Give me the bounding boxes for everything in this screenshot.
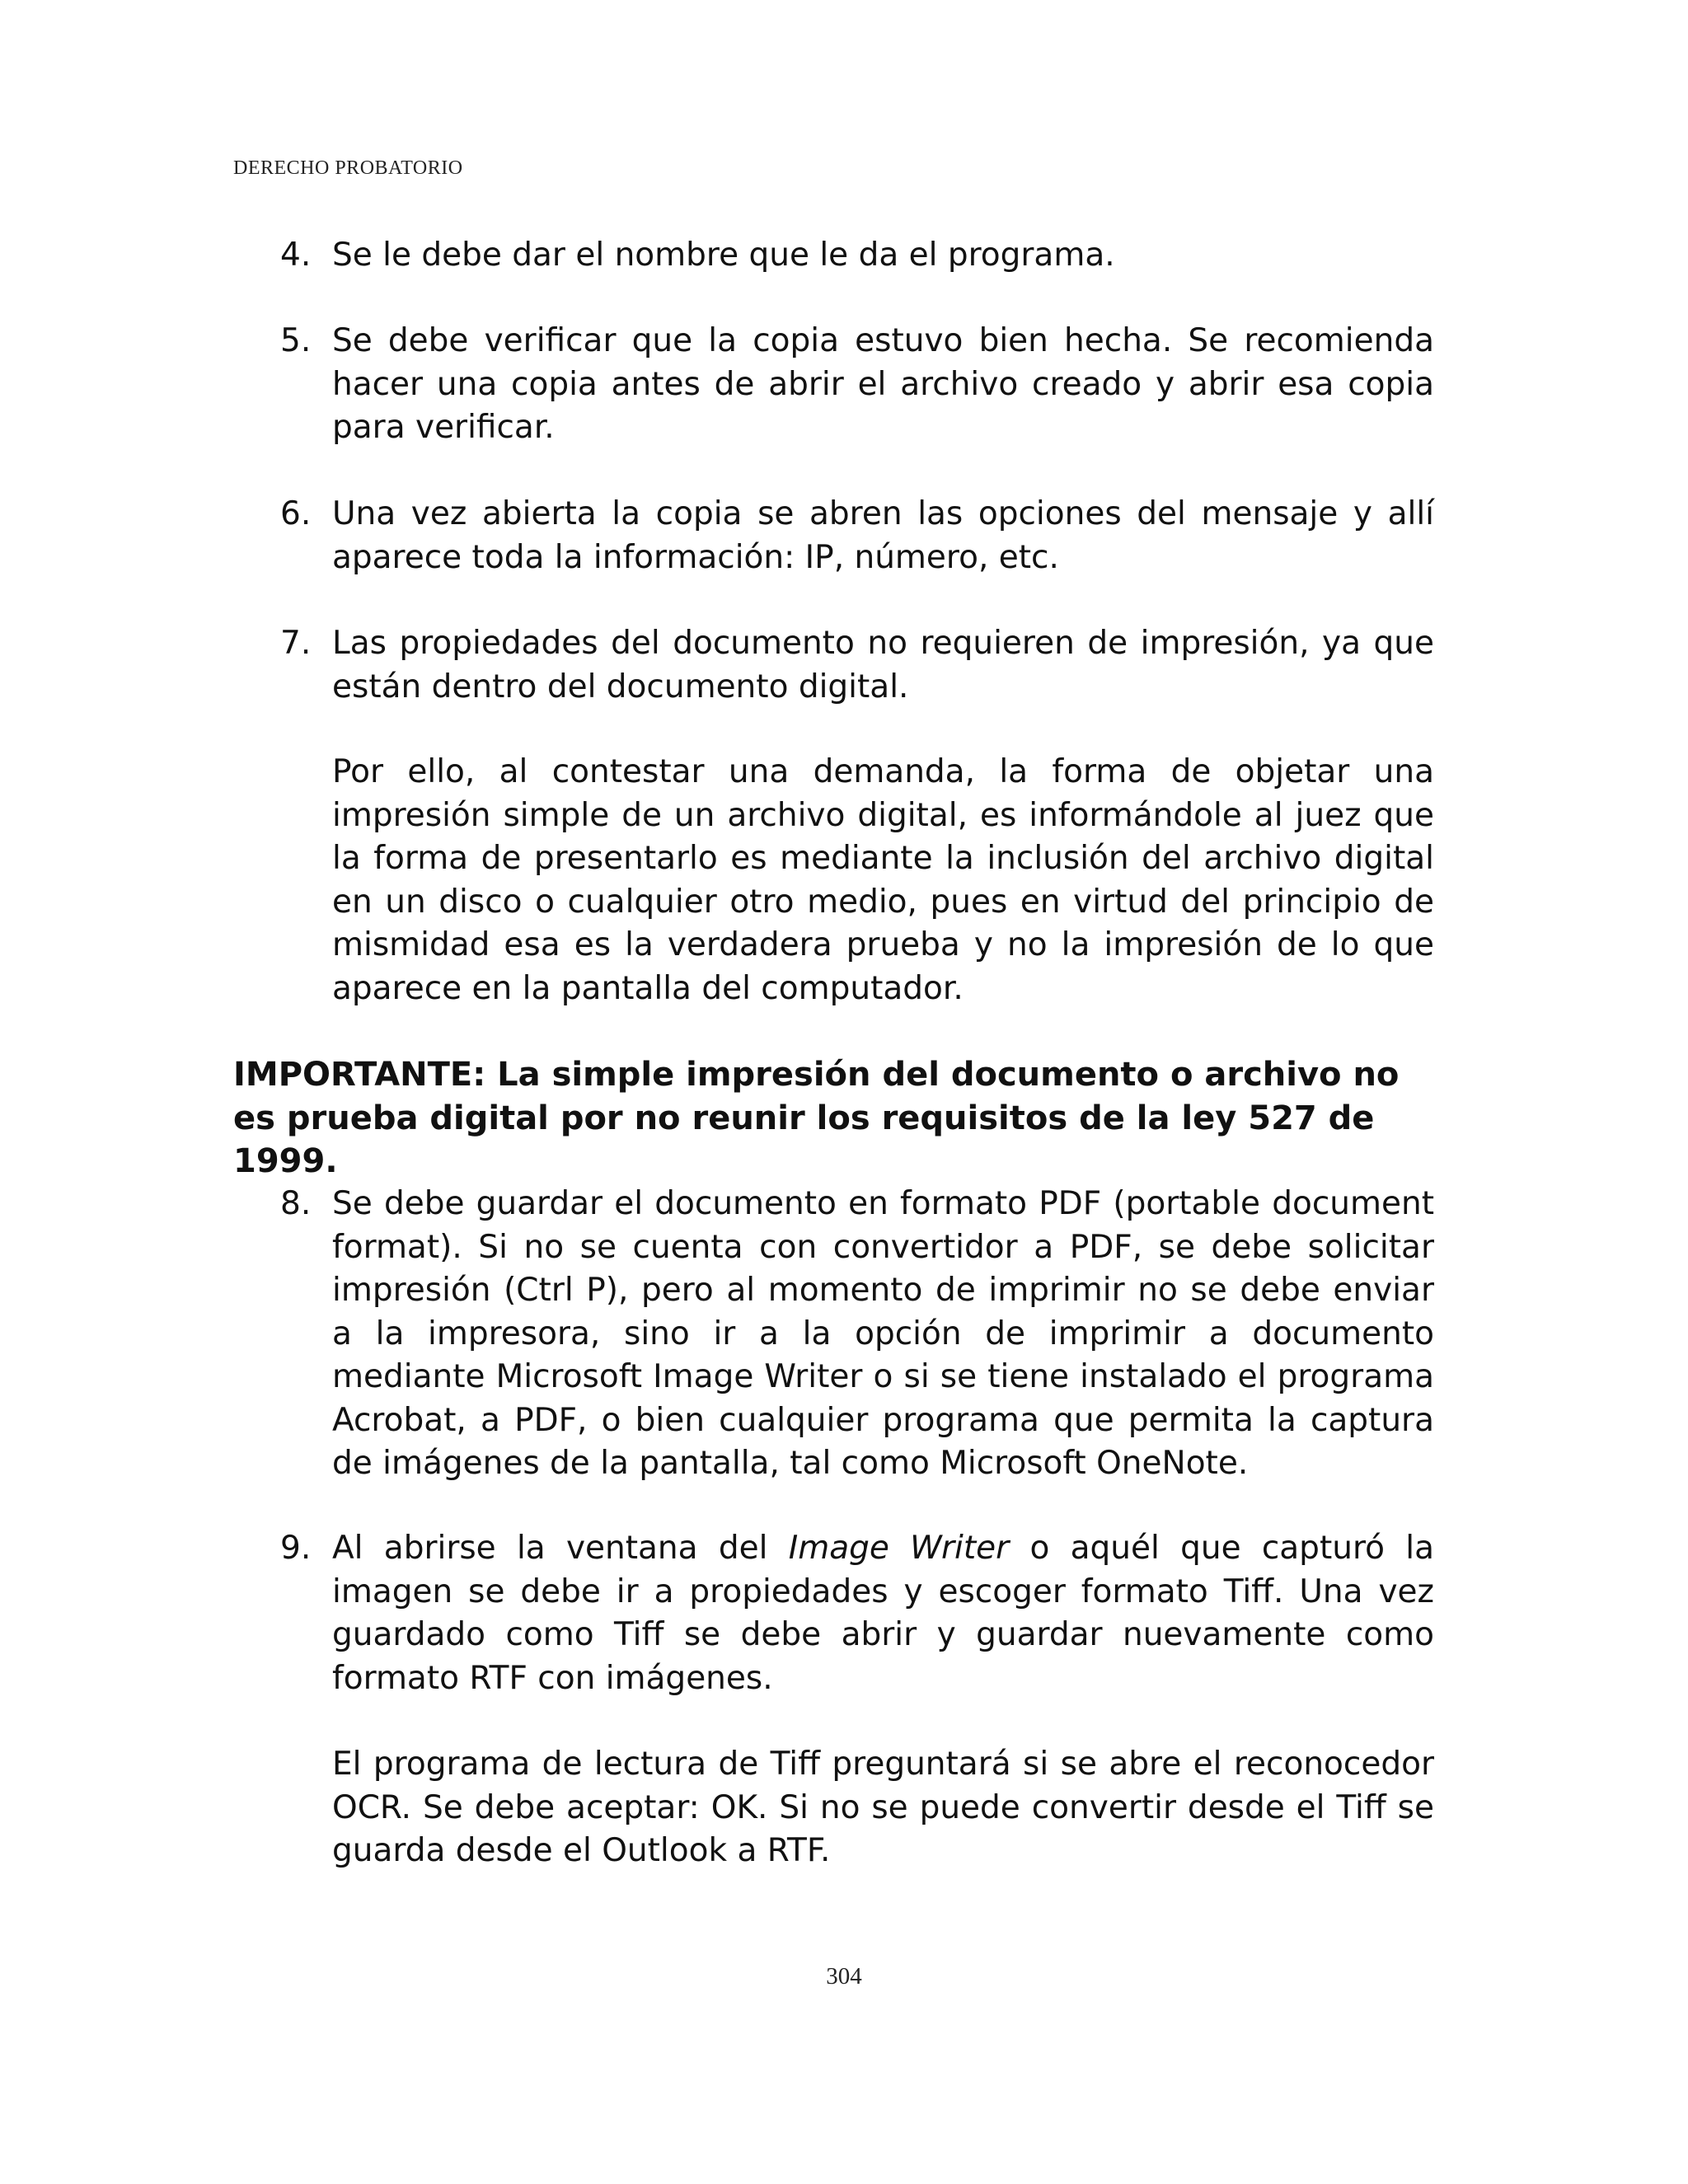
list-item-text-start: Al abrirse la ventana del	[332, 1530, 789, 1567]
list-item-text: Las propiedades del documento no requieren de impresión, ya que están dentro del documento digital.	[332, 625, 1434, 705]
running-header: DERECHO PROBATORIO	[233, 157, 463, 179]
paragraph-after-9: El programa de lectura de Tiff preguntará si se abre el reconocedor OCR. Se debe aceptar: OK. Si no se puede convertir desde el Tiff se guarda desde el Outlook a RTF.	[332, 1746, 1434, 1869]
list-item-number: 5.	[280, 322, 312, 359]
list-item-text: Se debe verificar que la copia estuvo bien hecha. Se recomienda hacer una copia antes de abrir el archivo creado y abrir esa copia para verificar.	[332, 322, 1434, 446]
list-item-7	[280, 622, 1434, 709]
list-item-number: 4.	[280, 237, 312, 274]
important-note: IMPORTANTE: La simple impresión del documento o archivo no es prueba digital por no reunir los requisitos de la ley 527 de 1999.	[233, 1056, 1400, 1180]
emphasis-image-writer: Image Writer	[788, 1530, 1010, 1567]
list-item-text-end: o aquél que capturó la imagen se debe ir a propiedades y escoger formato Tiff. Una vez guardado como Tiff se debe abrir y guardar nuevamente como formato RTF con imágenes.	[332, 1530, 1435, 1697]
page-number: 304	[826, 1963, 862, 1990]
list-item-number: 9.	[280, 1530, 312, 1567]
list-item-9	[280, 1527, 1434, 1700]
list-item-5	[280, 320, 1434, 450]
list-item-text	[332, 1527, 1434, 1700]
list-item-number: 8.	[280, 1185, 312, 1222]
list-item-text: Una vez abierta la copia se abren las opciones del mensaje y allí aparece toda la información: IP, número, etc.	[332, 495, 1434, 576]
list-item-text: Se le debe dar el nombre que le da el programa.	[332, 237, 1115, 274]
paragraph-after-7: Por ello, al contestar una demanda, la forma de objetar una impresión simple de un archivo digital, es informándole al juez que la forma de presentarlo es mediante la inclusión del archivo digital en un disco o cualquier otro medio, pues en virtud del principio de mismidad esa es la verdadera prueba y no la impresión de lo que aparece en la pantalla del computador.	[332, 753, 1434, 1007]
list-item-number: 7.	[280, 625, 312, 662]
list-item-8	[280, 1183, 1434, 1486]
list-item-4	[280, 234, 1434, 278]
list-item-number: 6.	[280, 495, 312, 532]
list-item-6	[280, 493, 1434, 579]
list-item-text: Se debe guardar el documento en formato PDF (portable document format). Si no se cuenta con convertidor a PDF, se debe solicitar impresión (Ctrl P), pero al momento de imprimir no se debe enviar a la impresora, sino ir a la opción de imprimir a documento mediante Microsoft Image Writer o si se tiene instalado el programa Acrobat, a PDF, o bien cualquier programa que permita la captura de imágenes de la pantalla, tal como Microsoft OneNote.	[332, 1185, 1434, 1482]
